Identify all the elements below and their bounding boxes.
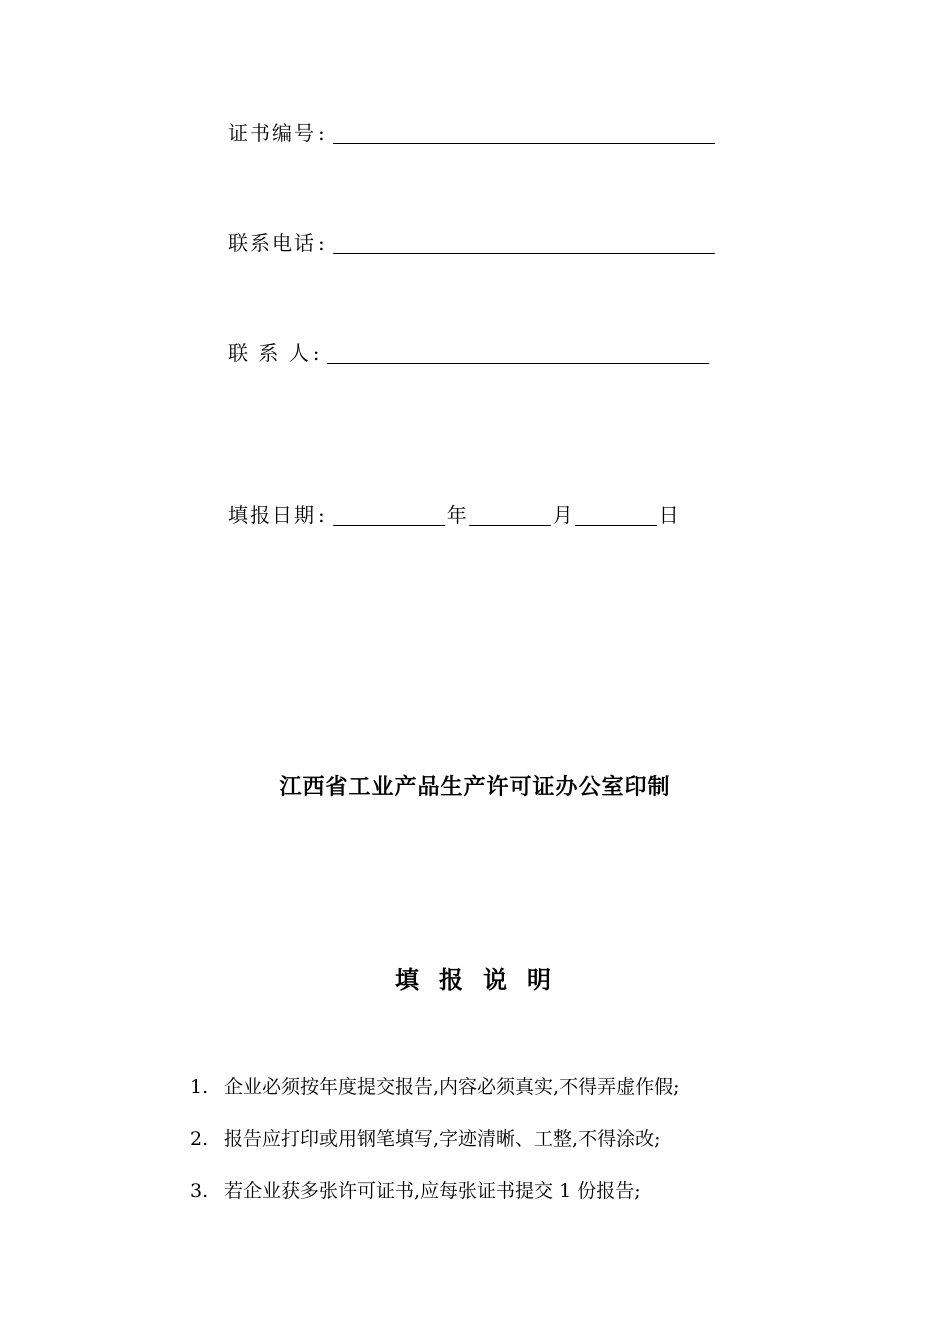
date-month-unit: 月 — [552, 503, 573, 527]
phone-blank[interactable] — [333, 231, 715, 254]
instruction-text: 报告应打印或用钢笔填写,字迹清晰、工整,不得涂改; — [224, 1128, 661, 1150]
instruction-text: 企业必须按年度提交报告,内容必须真实,不得弄虚作假; — [224, 1076, 680, 1098]
date-row — [228, 498, 681, 528]
section-title-char: 填 — [395, 966, 423, 994]
contact-row — [228, 336, 709, 366]
phone-colon: : — [318, 231, 325, 255]
instruction-number: 3. — [190, 1180, 209, 1202]
certificate-no-label: 证书编号 — [228, 121, 316, 145]
section-title-char: 明 — [527, 966, 555, 994]
date-year-blank[interactable] — [333, 503, 445, 526]
section-title-char: 说 — [483, 966, 511, 994]
instruction-item — [190, 1072, 830, 1102]
instruction-number: 1. — [190, 1076, 209, 1098]
instruction-text: 若企业获多张许可证书,应每张证书提交 1 份报告; — [224, 1180, 641, 1202]
phone-row — [228, 226, 715, 256]
contact-colon: : — [312, 341, 320, 365]
certificate-no-blank[interactable] — [333, 121, 715, 144]
date-year-unit: 年 — [446, 503, 467, 527]
instruction-item — [190, 1176, 830, 1206]
instruction-item — [190, 1124, 830, 1154]
section-title — [0, 960, 950, 995]
certificate-no-colon: : — [318, 121, 325, 145]
date-colon: : — [318, 503, 325, 527]
date-day-blank[interactable] — [575, 503, 657, 526]
contact-blank[interactable] — [327, 341, 709, 364]
phone-label: 联系电话 — [228, 231, 316, 255]
date-month-blank[interactable] — [469, 503, 551, 526]
certificate-no-row — [228, 116, 715, 146]
org-title: 江西省工业产品生产许可证办公室印制 — [279, 775, 671, 800]
section-title-char: 报 — [439, 966, 467, 994]
instructions-list — [190, 1072, 830, 1228]
date-day-unit: 日 — [658, 503, 679, 527]
date-label: 填报日期 — [228, 503, 316, 527]
contact-label: 联 系 人 — [228, 341, 311, 365]
instruction-number: 2. — [190, 1128, 209, 1150]
